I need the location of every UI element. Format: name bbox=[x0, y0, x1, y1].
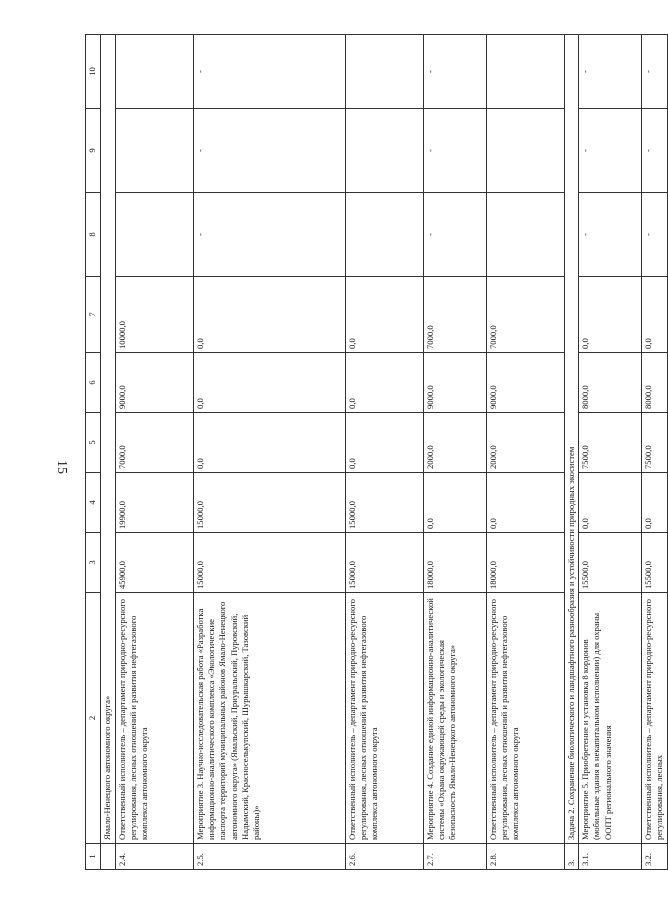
value-cell: 0,0 bbox=[194, 413, 346, 473]
value-cell: 9000,0 bbox=[487, 353, 565, 413]
value-cell bbox=[487, 35, 565, 109]
value-cell: 8000,0 bbox=[642, 353, 668, 413]
value-cell: 7000,0 bbox=[424, 277, 487, 353]
table-row bbox=[116, 35, 194, 870]
header-cell: 4 bbox=[86, 473, 101, 533]
description-cell: Ответственный исполнитель – департамент природно-ресурсного регулирования, лесных отношений и развития нефтегазового комплекса автономного округа bbox=[346, 593, 424, 844]
page-number: 15 bbox=[54, 460, 69, 474]
value-cell: - bbox=[642, 193, 668, 277]
value-cell: 0,0 bbox=[642, 473, 668, 533]
task-row bbox=[565, 35, 579, 870]
description-cell: Мероприятие 5. Приобретение и установка 8 кордонов (мобильные здания в некапитальном исполнении) для охраны ООПТ регионального значения bbox=[579, 593, 642, 844]
value-cell: 2000,0 bbox=[487, 413, 565, 473]
value-cell: - bbox=[579, 35, 642, 109]
value-cell: 19900,0 bbox=[116, 473, 194, 533]
value-cell: - bbox=[642, 109, 668, 193]
header-cell: 7 bbox=[86, 277, 101, 353]
header-cell: 10 bbox=[86, 35, 101, 109]
value-cell: 0,0 bbox=[346, 353, 424, 413]
value-cell bbox=[116, 109, 194, 193]
table-row bbox=[579, 35, 642, 870]
value-cell: - bbox=[579, 193, 642, 277]
value-cell bbox=[487, 193, 565, 277]
row-number-cell: 3.2. bbox=[642, 844, 668, 870]
value-cell: - bbox=[424, 193, 487, 277]
description-cell: Мероприятие 3. Научно-исследовательская работа «Разработка информационно-аналитического комплекса «Экологические паспорта территорий муниципальных районов Ямало-Ненецкого автономного округа» (Ямальский, Приуральский, Пуровский, Надымский, Красноселькупский, Шурышкарский, Тазовский районы)» bbox=[194, 593, 346, 844]
table-row bbox=[346, 35, 424, 870]
value-cell: 9000,0 bbox=[116, 353, 194, 413]
description-cell: Ответственный исполнитель – департамент природно-ресурсного регулирования, лесных bbox=[642, 593, 668, 844]
value-cell: 7500,0 bbox=[579, 413, 642, 473]
header-cell: 1 bbox=[86, 844, 101, 870]
value-cell: - bbox=[424, 35, 487, 109]
value-cell: 8000,0 bbox=[579, 353, 642, 413]
value-cell: 15500,0 bbox=[642, 533, 668, 593]
row-number-cell: 2.4. bbox=[116, 844, 194, 870]
continuation-cell: Ямало-Ненецкого автономного округа» bbox=[101, 35, 116, 844]
rotated-table-container bbox=[85, 35, 665, 870]
value-cell: 45900,0 bbox=[116, 533, 194, 593]
value-cell: - bbox=[424, 109, 487, 193]
table-row bbox=[487, 35, 565, 870]
row-number-cell: 2.6. bbox=[346, 844, 424, 870]
header-cell: 5 bbox=[86, 413, 101, 473]
description-cell: Ответственный исполнитель – департамент природно-ресурсного регулирования, лесных отношений и развития нефтегазового комплекса автономного округа bbox=[116, 593, 194, 844]
value-cell: 0,0 bbox=[424, 473, 487, 533]
value-cell: 10000,0 bbox=[116, 277, 194, 353]
header-row bbox=[86, 35, 101, 870]
value-cell: 15000,0 bbox=[346, 533, 424, 593]
row-number-cell bbox=[101, 844, 116, 870]
continuation-row bbox=[101, 35, 116, 870]
value-cell: 7000,0 bbox=[487, 277, 565, 353]
value-cell: 18000,0 bbox=[487, 533, 565, 593]
row-number-cell: 3. bbox=[565, 844, 579, 870]
value-cell bbox=[116, 35, 194, 109]
value-cell: - bbox=[194, 35, 346, 109]
header-cell: 3 bbox=[86, 533, 101, 593]
table-row bbox=[194, 35, 346, 870]
table-row bbox=[424, 35, 487, 870]
value-cell: - bbox=[579, 109, 642, 193]
value-cell: 15500,0 bbox=[579, 533, 642, 593]
task-cell: Задача 2. Сохранение биологического и ландшафтного разнообразия и устойчивости природных экосистем bbox=[565, 35, 579, 844]
value-cell: - bbox=[194, 193, 346, 277]
value-cell: 7000,0 bbox=[116, 413, 194, 473]
value-cell: 18000,0 bbox=[424, 533, 487, 593]
budget-table bbox=[85, 34, 668, 870]
value-cell: 15000,0 bbox=[194, 473, 346, 533]
value-cell: 0,0 bbox=[194, 277, 346, 353]
value-cell: 2000,0 bbox=[424, 413, 487, 473]
value-cell: 0,0 bbox=[579, 277, 642, 353]
value-cell: 0,0 bbox=[579, 473, 642, 533]
value-cell bbox=[346, 35, 424, 109]
value-cell bbox=[487, 109, 565, 193]
value-cell: 7500,0 bbox=[642, 413, 668, 473]
value-cell: 15000,0 bbox=[346, 473, 424, 533]
row-number-cell: 3.1. bbox=[579, 844, 642, 870]
row-number-cell: 2.5. bbox=[194, 844, 346, 870]
header-cell: 2 bbox=[86, 593, 101, 844]
row-number-cell: 2.8. bbox=[487, 844, 565, 870]
document-page bbox=[85, 35, 665, 870]
header-cell: 9 bbox=[86, 109, 101, 193]
value-cell: 0,0 bbox=[194, 353, 346, 413]
value-cell bbox=[116, 193, 194, 277]
value-cell: 0,0 bbox=[346, 277, 424, 353]
value-cell: - bbox=[194, 109, 346, 193]
header-cell: 8 bbox=[86, 193, 101, 277]
value-cell: 0,0 bbox=[642, 277, 668, 353]
value-cell: 9000,0 bbox=[424, 353, 487, 413]
description-cell: Ответственный исполнитель – департамент природно-ресурсного регулирования, лесных отношений и развития нефтегазового комплекса автономного округа bbox=[487, 593, 565, 844]
header-cell: 6 bbox=[86, 353, 101, 413]
value-cell: 15000,0 bbox=[194, 533, 346, 593]
value-cell: - bbox=[642, 35, 668, 109]
value-cell: 0,0 bbox=[487, 473, 565, 533]
value-cell bbox=[346, 193, 424, 277]
row-number-cell: 2.7. bbox=[424, 844, 487, 870]
description-cell: Мероприятие 4. Создание единой информационно-аналитической системы «Охрана окружающей среды и экологическая безопасность Ямало-Ненецкого автономного округа» bbox=[424, 593, 487, 844]
value-cell: 0,0 bbox=[346, 413, 424, 473]
table-row bbox=[642, 35, 668, 870]
value-cell bbox=[346, 109, 424, 193]
